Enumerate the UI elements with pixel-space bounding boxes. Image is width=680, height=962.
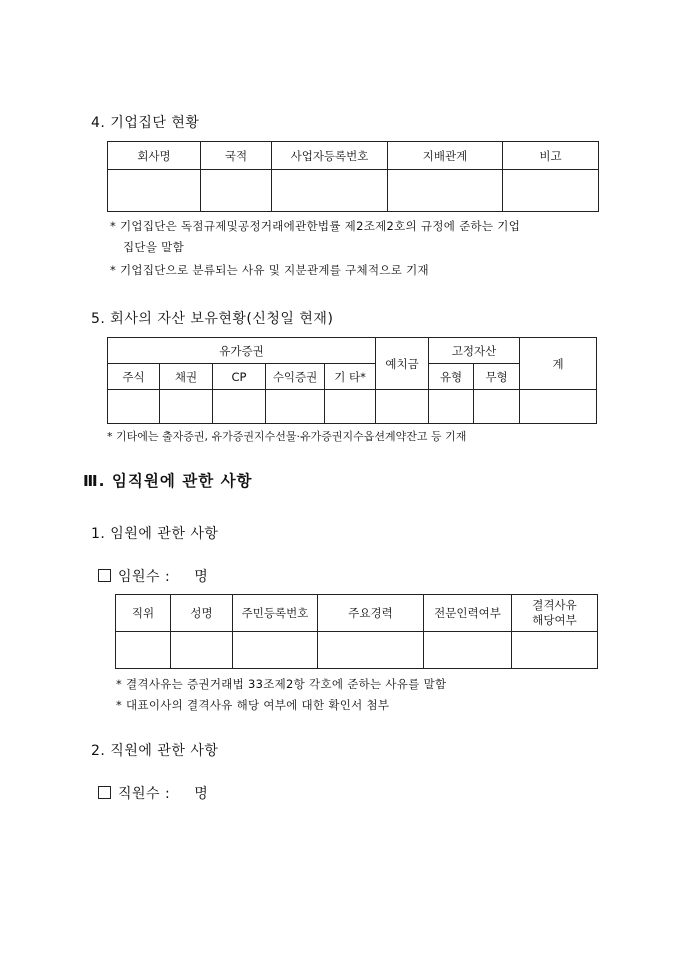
col-beneficiary-certificates: 수익증권 <box>266 364 325 390</box>
table-cell <box>116 632 171 669</box>
col-name: 성명 <box>171 595 233 632</box>
table-cell <box>512 632 598 669</box>
checkbox[interactable] <box>98 569 111 582</box>
executives-title: 1. 임원에 관한 사항 <box>91 526 219 542</box>
executive-count-label: 임원수 : <box>118 569 171 585</box>
col-business-reg-no: 사업자등록번호 <box>272 142 388 170</box>
section-5-note: * 기타에는 출자증권, 유가증권지수선물·유가증권지수옵션계약잔고 등 기재 <box>107 430 467 443</box>
disqualification-line-1: 결격사유 <box>532 598 577 612</box>
staff-title: 2. 직원에 관한 사항 <box>91 743 219 759</box>
col-control-relation: 지배관계 <box>388 142 503 170</box>
disqualification-line-2: 해당여부 <box>532 613 577 627</box>
col-cp: CP <box>213 364 266 390</box>
table-cell <box>213 390 266 424</box>
table-cell <box>429 390 474 424</box>
staff-count-label: 직원수 : <box>118 786 171 802</box>
col-company-name: 회사명 <box>108 142 201 170</box>
table-cell <box>474 390 520 424</box>
col-tangible: 유형 <box>429 364 474 390</box>
col-professional: 전문인력여부 <box>424 595 512 632</box>
staff-count-row <box>98 783 208 803</box>
table-cell <box>503 170 599 212</box>
section-3-title: Ⅲ. 임직원에 관한 사항 <box>83 472 253 490</box>
table-cell <box>266 390 325 424</box>
section-5-title: 5. 회사의 자산 보유현황(신청일 현재) <box>91 311 334 327</box>
col-career: 주요경력 <box>318 595 424 632</box>
table-cell <box>108 170 201 212</box>
table-cell <box>272 170 388 212</box>
col-resident-reg-no: 주민등록번호 <box>233 595 318 632</box>
table-cell <box>424 632 512 669</box>
table-cell <box>171 632 233 669</box>
table-cell <box>233 632 318 669</box>
executives-note-2: * 대표이사의 결격사유 해당 여부에 대한 확인서 첨부 <box>116 698 390 712</box>
table-cell <box>160 390 213 424</box>
col-position: 직위 <box>116 595 171 632</box>
col-disqualification <box>512 595 598 632</box>
executives-table <box>115 594 598 669</box>
col-bonds: 채권 <box>160 364 213 390</box>
col-nationality: 국적 <box>201 142 272 170</box>
section-4-note-1: * 기업집단은 독점규제및공정거래에관한법률 제2조제2호의 규정에 준하는 기업 <box>110 219 521 233</box>
header-deposit: 예치금 <box>376 338 429 390</box>
section-4-title: 4. 기업집단 현황 <box>91 115 200 131</box>
col-remarks: 비고 <box>503 142 599 170</box>
col-stocks: 주식 <box>108 364 160 390</box>
table-cell <box>376 390 429 424</box>
col-others: 기 타* <box>325 364 376 390</box>
executive-count-unit: 명 <box>194 569 209 585</box>
staff-count-unit: 명 <box>194 786 209 802</box>
table-cell <box>318 632 424 669</box>
header-securities: 유가증권 <box>108 338 376 364</box>
section-4-note-1-cont: 집단을 말함 <box>123 240 184 254</box>
executives-note-1: * 결격사유는 증권거래법 33조제2항 각호에 준하는 사유를 말함 <box>116 677 447 691</box>
executive-count-row <box>98 566 208 586</box>
group-companies-table <box>107 141 599 212</box>
checkbox[interactable] <box>98 786 111 799</box>
assets-table <box>107 337 597 424</box>
header-fixed-assets: 고정자산 <box>429 338 520 364</box>
section-4-note-2: * 기업집단으로 분류되는 사유 및 지분관계를 구체적으로 기재 <box>110 263 429 277</box>
header-total: 계 <box>520 338 597 390</box>
table-cell <box>325 390 376 424</box>
table-cell <box>388 170 503 212</box>
table-cell <box>201 170 272 212</box>
col-intangible: 무형 <box>474 364 520 390</box>
table-cell <box>108 390 160 424</box>
table-cell <box>520 390 597 424</box>
